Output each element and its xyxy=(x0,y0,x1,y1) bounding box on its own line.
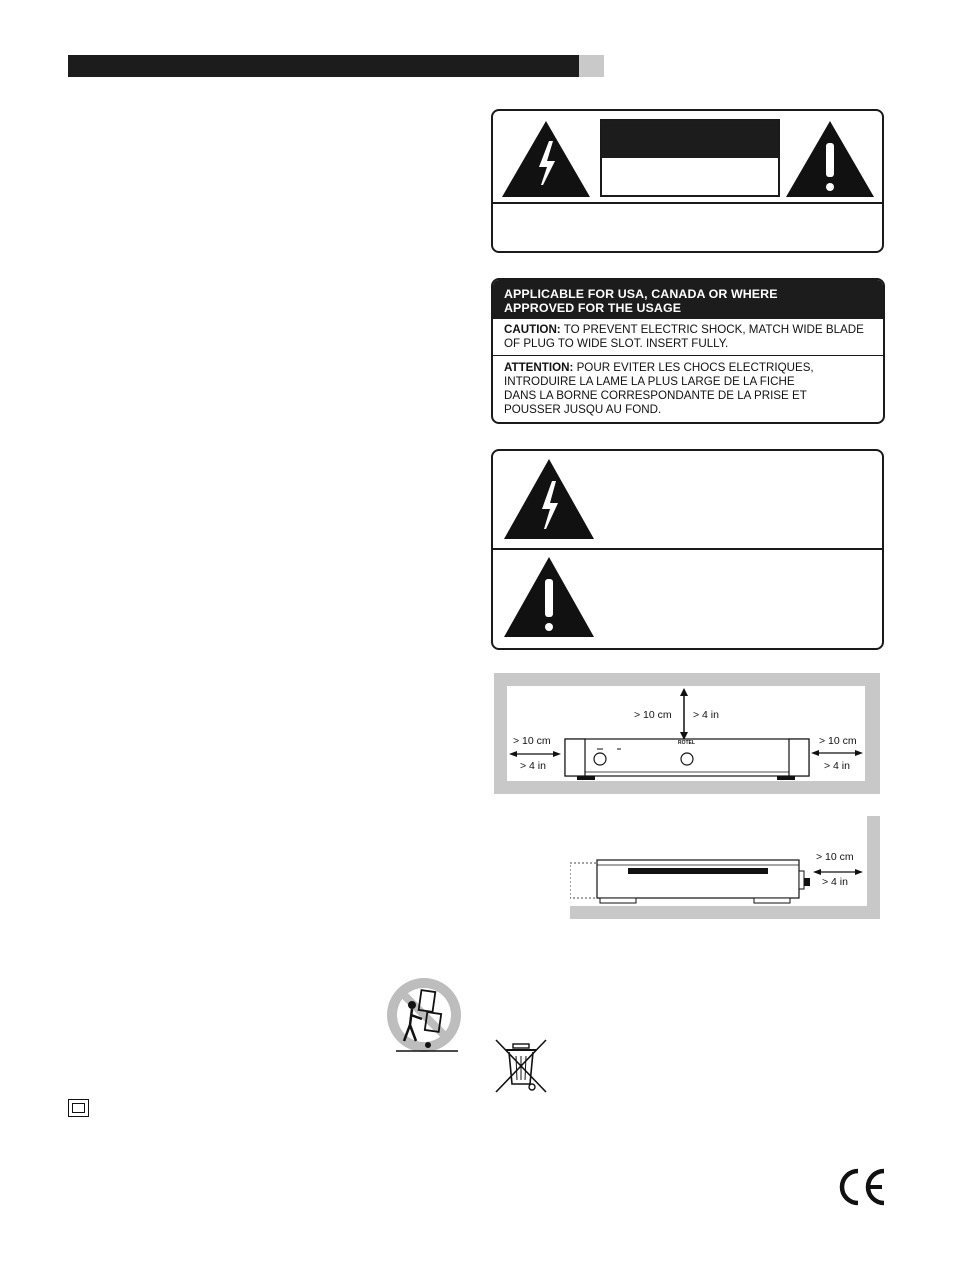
lightning-triangle-icon xyxy=(501,119,591,199)
attention-label: ATTENTION: xyxy=(504,361,574,374)
clearance-label: > 4 in xyxy=(520,760,546,772)
attention-text: POUSSER JUSQU AU FOND. xyxy=(504,403,662,416)
caution-label: CAUTION: xyxy=(504,323,561,336)
clearance-label: > 4 in xyxy=(822,876,848,888)
caution-label-box xyxy=(491,109,884,253)
lightning-triangle-icon xyxy=(503,457,595,541)
clearance-label: > 10 cm xyxy=(819,735,857,747)
vent-slots xyxy=(628,868,768,874)
section-header-tab xyxy=(579,55,604,77)
crossed-out-bin-icon xyxy=(494,1038,548,1094)
clearance-label: > 10 cm xyxy=(513,735,551,747)
clearance-label: > 10 cm xyxy=(816,851,854,863)
amplifier-side-drawing xyxy=(570,816,880,919)
no-cart-tipping-icon xyxy=(382,975,466,1057)
section-header-bar xyxy=(68,55,579,77)
attention-text: DANS LA BORNE CORRESPONDANTE DE LA PRISE ET xyxy=(504,389,807,402)
caution-label-block xyxy=(600,119,780,197)
attention-text: POUR EVITER LES CHOCS ELECTRIQUES, xyxy=(573,361,814,374)
heading-line: APPROVED FOR THE USAGE xyxy=(504,301,682,315)
plug-notice-box xyxy=(491,278,885,424)
caution-paragraph xyxy=(504,323,879,351)
clearance-label: > 4 in xyxy=(693,709,719,721)
clearance-label: > 4 in xyxy=(824,760,850,772)
plug-notice-divider xyxy=(493,355,883,356)
amplifier-front-drawing xyxy=(507,686,865,781)
attention-text: INTRODUIRE LA LAME LA PLUS LARGE DE LA FICHE xyxy=(504,375,795,388)
double-square-icon xyxy=(68,1099,89,1117)
caution-text: OF PLUG TO WIDE SLOT. INSERT FULLY. xyxy=(504,337,729,350)
symbol-explanation-box xyxy=(491,449,884,650)
heading-line: APPLICABLE FOR USA, CANADA OR WHERE xyxy=(504,287,778,301)
attention-paragraph xyxy=(504,361,879,417)
exclamation-triangle-icon xyxy=(785,119,875,199)
front-clearance-diagram xyxy=(494,673,880,794)
caution-label-divider xyxy=(493,202,882,204)
exclamation-triangle-icon xyxy=(503,555,595,639)
symbol-explanation-divider xyxy=(493,548,882,550)
clearance-label: > 10 cm xyxy=(634,709,672,721)
rear-clearance-diagram xyxy=(570,816,880,919)
brand-mark: ROTEL xyxy=(678,740,695,746)
ce-mark-icon xyxy=(834,1167,888,1207)
plug-notice-heading xyxy=(493,280,883,319)
caution-text: TO PREVENT ELECTRIC SHOCK, MATCH WIDE BLADE xyxy=(560,323,864,336)
